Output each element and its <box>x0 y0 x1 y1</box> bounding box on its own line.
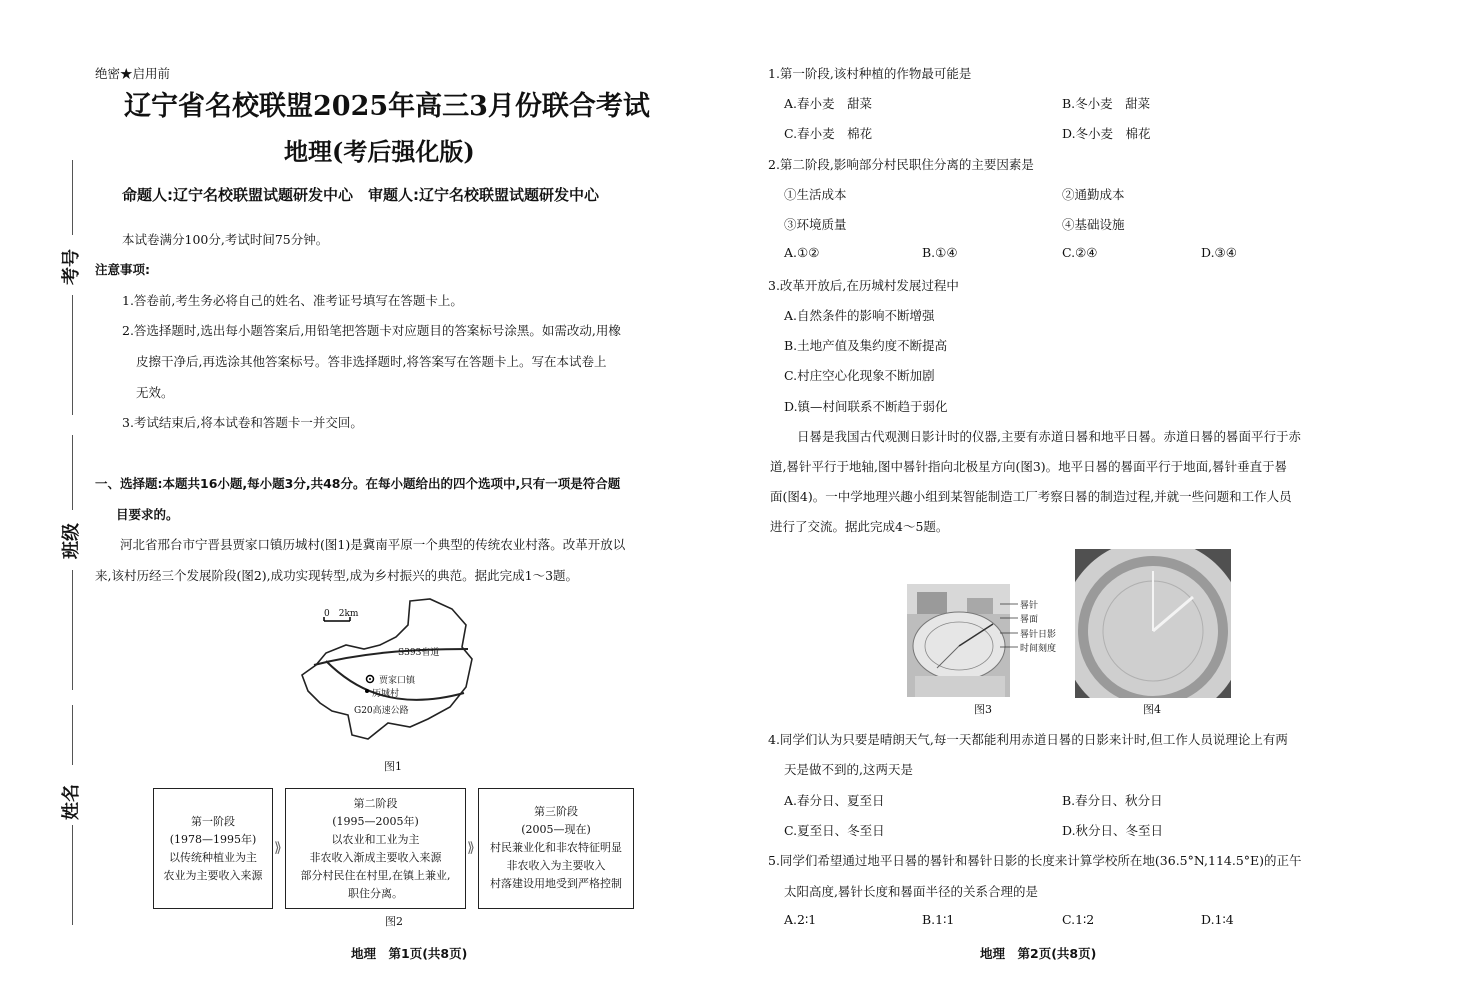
q1-option-b: B.冬小麦 甜菜 <box>1062 96 1151 111</box>
secret-label: 绝密★启用前 <box>95 66 171 81</box>
stage-line: 非农收入渐成主要收入来源 <box>309 851 442 864</box>
intro-text: 本试卷满分100分,考试时间75分钟。 <box>122 232 329 247</box>
figure4-caption: 图4 <box>1143 703 1161 716</box>
question-1: 1.第一阶段,该村种植的作物最可能是 <box>768 66 972 81</box>
notice-line: 3.考试结束后,将本试卷和答题卡一并交回。 <box>122 415 363 430</box>
stage-line: 职住分离。 <box>348 887 403 900</box>
q3-option-c: C.村庄空心化现象不断加剧 <box>784 368 935 383</box>
authors-line: 命题人:辽宁名校联盟试题研发中心 审题人:辽宁名校联盟试题研发中心 <box>122 186 600 204</box>
question-5: 太阳高度,晷针长度和晷面半径的关系合理的是 <box>784 884 1038 899</box>
stage-line: 村民兼业化和非农特征明显 <box>490 841 622 854</box>
question-3: 3.改革开放后,在历城村发展过程中 <box>768 278 959 293</box>
fig3-label: 晷针 <box>1020 601 1039 611</box>
fig3-label: 晷针日影 <box>1020 630 1057 640</box>
question-2: 2.第二阶段,影响部分村民职住分离的主要因素是 <box>768 157 1034 172</box>
notice-line: 无效。 <box>136 385 174 400</box>
stage-line: 非农收入为主要收入 <box>506 859 606 872</box>
stage-line: 以农业和工业为主 <box>331 833 420 846</box>
passage-line: 日晷是我国古代观测日影计时的仪器,主要有赤道日晷和地平日晷。赤道日晷的晷面平行于赤 <box>797 429 1301 444</box>
figure3-leader-lines <box>1000 600 1020 650</box>
q3-option-b: B.土地产值及集约度不断提高 <box>784 338 948 353</box>
road-label: S393省道 <box>398 648 440 658</box>
exam-subtitle: 地理(考后强化版) <box>284 137 475 166</box>
q4-option-d: D.秋分日、冬至日 <box>1062 823 1164 838</box>
question-4: 4.同学们认为只要是晴朗天气,每一天都能利用赤道日晷的日影来计时,但工作人员说理论上有两 <box>768 732 1288 747</box>
side-line <box>72 570 73 690</box>
side-line <box>72 825 73 925</box>
stage-box-3 <box>478 788 634 909</box>
q5-option-b: B.1∶1 <box>922 912 955 927</box>
notice-line: 1.答卷前,考生务必将自己的姓名、准考证号填写在答题卡上。 <box>122 293 463 308</box>
figure3-caption: 图3 <box>974 703 992 716</box>
page-footer: 地理 第1页(共8页) <box>351 946 468 961</box>
stage-line: (1978—1995年) <box>169 833 257 846</box>
passage-line: 河北省邢台市宁晋县贾家口镇历城村(图1)是冀南平原一个典型的传统农业村落。改革开放以 <box>120 537 626 552</box>
q2-option-d: D.③④ <box>1201 245 1237 260</box>
question-5: 5.同学们希望通过地平日晷的晷针和晷针日影的长度来计算学校所在地(36.5°N,114.5°E)的正午 <box>768 853 1302 868</box>
q2-item: ①生活成本 <box>784 187 847 202</box>
question-4: 天是做不到的,这两天是 <box>784 762 913 777</box>
stage-line: 第三阶段 <box>534 805 578 818</box>
section-heading: 目要求的。 <box>116 507 179 522</box>
stage-line: 第一阶段 <box>191 815 235 828</box>
q2-option-a: A.①② <box>784 245 820 260</box>
figure2-caption: 图2 <box>385 915 403 928</box>
notice-line: 2.答选择题时,选出每小题答案后,用铅笔把答题卡对应题目的答案标号涂黑。如需改动,用橡 <box>122 323 621 338</box>
q2-item: ④基础设施 <box>1062 217 1125 232</box>
stage-line: 村落建设用地受到严格控制 <box>490 877 622 890</box>
q4-option-a: A.春分日、夏至日 <box>784 793 885 808</box>
arrow-icon: ⟫ <box>274 840 282 856</box>
q3-option-a: A.自然条件的影响不断增强 <box>784 308 935 323</box>
stage-line: (2005—现在) <box>521 823 591 836</box>
highway-label: G20高速公路 <box>354 706 409 716</box>
q2-item: ③环境质量 <box>784 217 847 232</box>
figure1-caption: 图1 <box>384 760 402 773</box>
stage-line: (1995—2005年) <box>332 815 419 828</box>
passage-line: 进行了交流。据此完成4～5题。 <box>770 519 949 534</box>
passage-line: 来,该村历经三个发展阶段(图2),成功实现转型,成为乡村振兴的典范。据此完成1～3题。 <box>95 568 579 583</box>
exam-title: 辽宁省名校联盟2025年高三3月份联合考试 <box>124 91 650 122</box>
passage-line: 道,晷针平行于地轴,图中晷针指向北极星方向(图3)。地平日晷的晷面平行于地面,晷针垂直于晷 <box>770 459 1288 474</box>
stage-line: 农业为主要收入来源 <box>163 869 263 882</box>
q1-option-a: A.春小麦 甜菜 <box>784 96 873 111</box>
fig3-label: 晷面 <box>1020 615 1039 625</box>
q2-item: ②通勤成本 <box>1062 187 1125 202</box>
stage-line: 第二阶段 <box>353 797 398 810</box>
q2-option-b: B.①④ <box>922 245 958 260</box>
q5-option-a: A.2∶1 <box>784 912 817 927</box>
q2-option-c: C.②④ <box>1062 245 1098 260</box>
stage-line: 以传统种植业为主 <box>169 851 257 864</box>
stage-line: 部分村民住在村里,在镇上兼业, <box>300 869 451 882</box>
class-label: 班级 <box>61 523 82 559</box>
map-scale: 0 2km <box>324 609 359 619</box>
q5-option-d: D.1∶4 <box>1201 912 1234 927</box>
q1-option-d: D.冬小麦 棉花 <box>1062 126 1151 141</box>
notice-line: 皮擦干净后,再选涂其他答案标号。答非选择题时,将答案写在答题卡上。写在本试卷上 <box>136 354 607 369</box>
stage-box-1 <box>153 788 273 909</box>
name-label: 姓名 <box>61 784 82 820</box>
page-footer: 地理 第2页(共8页) <box>980 946 1097 961</box>
exam-number-label: 考号 <box>61 249 82 285</box>
arrow-icon: ⟫ <box>467 840 475 856</box>
side-line <box>72 160 73 235</box>
village-label: 历城村 <box>372 689 400 699</box>
q1-option-c: C.春小麦 棉花 <box>784 126 873 141</box>
q4-option-b: B.春分日、秋分日 <box>1062 793 1163 808</box>
notice-title: 注意事项: <box>95 262 150 277</box>
side-line <box>72 435 73 510</box>
q3-option-d: D.镇—村间联系不断趋于弱化 <box>784 399 948 414</box>
town-label: 贾家口镇 <box>379 676 416 686</box>
stage-box-2 <box>285 788 466 909</box>
figure1-map <box>290 595 490 745</box>
passage-line: 面(图4)。一中学地理兴趣小组到某智能制造工厂考察日晷的制造过程,并就一些问题和工作人员 <box>770 489 1292 504</box>
side-line <box>72 295 73 415</box>
fig3-label: 时间刻度 <box>1020 644 1057 654</box>
q4-option-c: C.夏至日、冬至日 <box>784 823 885 838</box>
figure4-photo <box>1075 549 1231 698</box>
figure3-photo <box>907 584 1010 697</box>
q5-option-c: C.1∶2 <box>1062 912 1095 927</box>
side-line <box>72 705 73 765</box>
section-heading: 一、选择题:本题共16小题,每小题3分,共48分。在每小题给出的四个选项中,只有一项是符合题 <box>95 476 621 491</box>
